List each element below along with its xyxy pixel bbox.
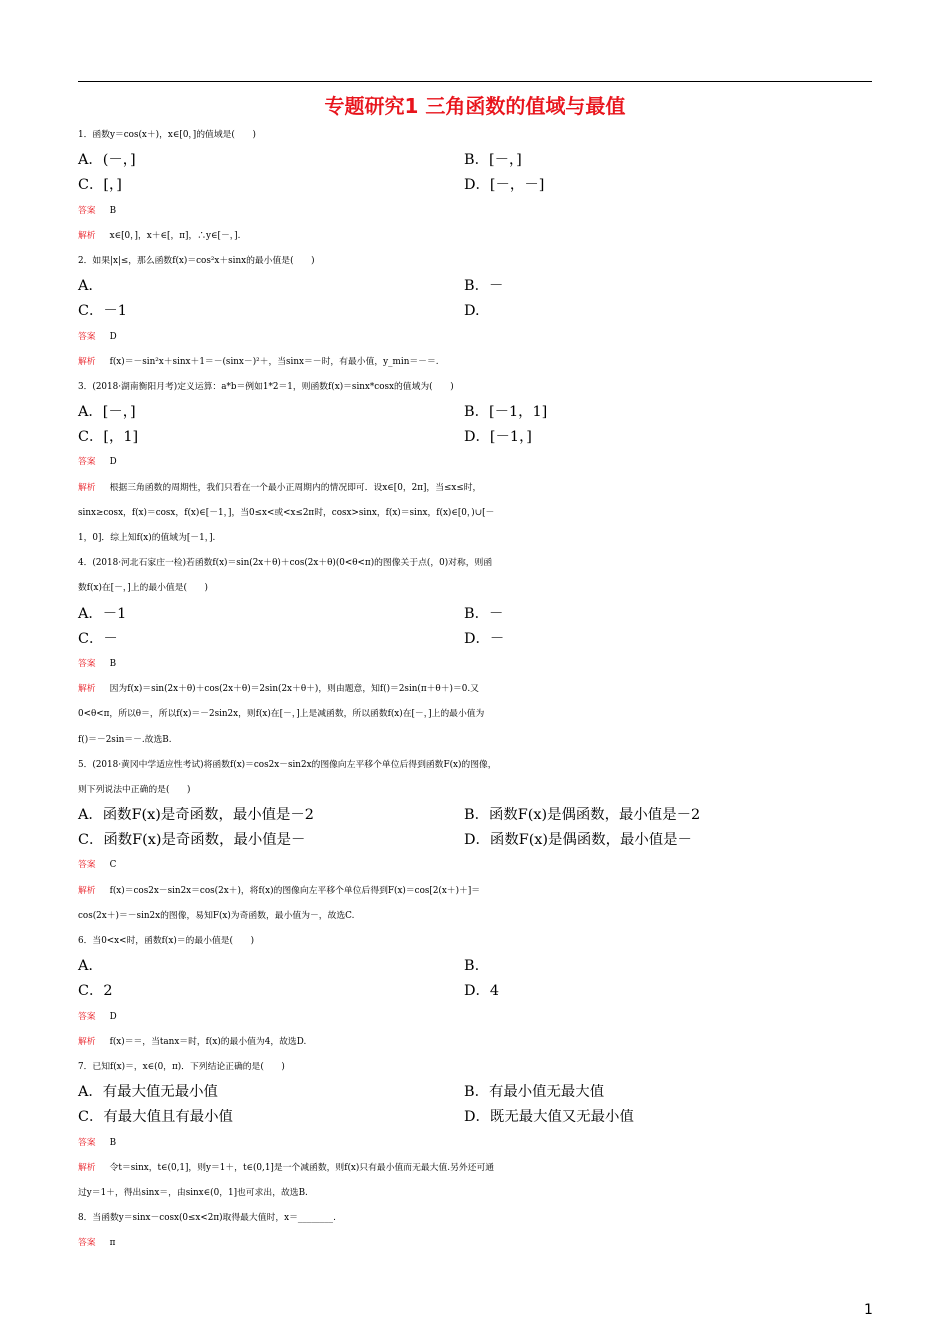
answer-line [78, 1231, 878, 1256]
answer-line [78, 652, 878, 677]
option-right: B．[－1，1] [464, 404, 548, 421]
option-right: D．既无最大值又无最小值 [464, 1109, 634, 1126]
answer-line [78, 450, 878, 475]
option-row [78, 979, 878, 1004]
explanation-label: 解析 [78, 684, 96, 695]
text-line [78, 728, 878, 753]
option-left: C．－1 [78, 303, 127, 320]
text-line [78, 778, 878, 803]
text-line [78, 375, 878, 400]
option-row [78, 173, 878, 198]
explanation-line [78, 1030, 878, 1055]
line-text: f(x)＝＝，当tanx＝时，f(x)的最小值为4，故选D. [109, 1036, 307, 1047]
answer-label: 答案 [78, 860, 96, 871]
explanation-label: 解析 [78, 885, 96, 896]
explanation-line [78, 476, 878, 501]
line-text: 因为f(x)＝sin(2x＋θ)＋cos(2x＋θ)＝2sin(2x＋θ＋)，则由题意，知f()＝2sin(π＋θ＋)＝0.又 [109, 684, 479, 695]
text-line [78, 551, 878, 576]
line-text: f(x)＝－sin²x＋sinx＋1＝－(sinx－)²＋，当sinx＝－时，有最小值，y_min＝－＝. [109, 356, 439, 367]
explanation-line [78, 350, 878, 375]
explanation-label: 解析 [78, 1036, 96, 1047]
option-row [78, 627, 878, 652]
option-row [78, 299, 878, 324]
text-line [78, 249, 878, 274]
option-left: C．函数F(x)是奇函数，最小值是－ [78, 832, 306, 849]
option-row [78, 602, 878, 627]
explanation-line [78, 224, 878, 249]
option-row [78, 1080, 878, 1105]
text-line [78, 753, 878, 778]
line-text: 0<θ<π，所以θ＝，所以f(x)＝－2sin2x，则f(x)在[－，]上是减函数，所以函数f(x)在[－，]上的最小值为 [78, 709, 485, 720]
text-line [78, 904, 878, 929]
text-line [78, 1206, 878, 1231]
option-row [78, 400, 878, 425]
answer-label: 答案 [78, 331, 96, 342]
line-text: 根据三角函数的周期性，我们只看在一个最小正周期内的情况即可．设x∈[0，2π]，当≤x≤时， [109, 482, 482, 493]
option-row [78, 425, 878, 450]
option-left: A．－1 [78, 605, 127, 622]
line-text: 1．函数y＝cos(x＋)，x∈[0，]的值域是( ) [78, 130, 256, 140]
option-right: B．有最小值无最大值 [464, 1084, 605, 1101]
option-row [78, 803, 878, 828]
text-line [78, 576, 878, 601]
option-right: D. [464, 303, 480, 320]
answer-line [78, 199, 878, 224]
line-text: 数f(x)在[－，]上的最小值是( ) [78, 583, 208, 594]
option-right: B. [464, 958, 480, 975]
line-text: f(x)＝cos2x－sin2x＝cos(2x＋)，将f(x)的图像向左平移个单位后得到F(x)＝cos[2(x＋)＋]＝ [109, 885, 481, 896]
option-left: A．[－，] [78, 404, 136, 421]
answer-label: 答案 [78, 1011, 96, 1022]
line-text: 7．已知f(x)＝，x∈(0，π)．下列结论正确的是( ) [78, 1061, 285, 1072]
answer-label: 答案 [78, 1137, 96, 1148]
option-left: C．－ [78, 630, 118, 647]
line-text: 令t＝sinx，t∈(0,1]，则y＝1＋，t∈(0,1]是一个减函数，则f(x)只有最小值而无最大值.另外还可通 [109, 1162, 495, 1173]
option-left: C．[，] [78, 177, 122, 194]
explanation-label: 解析 [78, 1162, 96, 1173]
option-right: D．函数F(x)是偶函数，最小值是－ [464, 832, 692, 849]
text-line [78, 702, 878, 727]
line-text: sinx≥cosx，f(x)＝cosx，f(x)∈[－1，]，当0≤x<或<x≤2π时，cosx>sinx，f(x)＝sinx，f(x)∈[0，)∪[－ [78, 507, 495, 518]
option-right: B．函数F(x)是偶函数，最小值是－2 [464, 807, 701, 824]
line-text: 则下列说法中正确的是( ) [78, 784, 191, 795]
option-row [78, 148, 878, 173]
line-text: f()＝－2sin＝－.故选B. [78, 734, 172, 745]
document-body [78, 123, 878, 1256]
option-row [78, 828, 878, 853]
line-text: 过y＝1＋，得出sinx＝，由sinx∈(0，1]也可求出，故选B. [78, 1187, 308, 1198]
line-text: 1，0]．综上知f(x)的值域为[－1，]. [78, 533, 216, 543]
option-right: D．－ [464, 630, 505, 647]
text-line [78, 123, 878, 148]
option-row [78, 1105, 878, 1130]
explanation-line [78, 879, 878, 904]
option-left: A．函数F(x)是奇函数，最小值是－2 [78, 807, 314, 824]
option-right: B．－ [464, 605, 504, 622]
text-line [78, 929, 878, 954]
text-line [78, 501, 878, 526]
header-rule [78, 81, 872, 82]
page-number: 1 [864, 1302, 873, 1318]
line-text: C [109, 860, 117, 871]
line-text: 5．(2018·黄冈中学适应性考试)将函数f(x)＝cos2x－sin2x的图像向左平移个单位后得到函数F(x)的图像， [78, 759, 497, 770]
line-text: D [109, 331, 117, 342]
option-left: A. [78, 958, 93, 975]
option-left: A．(－，] [78, 152, 136, 169]
option-row [78, 274, 878, 299]
text-line [78, 1055, 878, 1080]
line-text: B [109, 205, 117, 216]
line-text: x∈[0，]，x＋∈[，π]，∴y∈[－，]. [109, 230, 241, 241]
answer-line [78, 853, 878, 878]
line-text: B [109, 658, 117, 669]
option-left: A．有最大值无最小值 [78, 1084, 218, 1101]
line-text: 8．当函数y＝sinx－cosx(0≤x<2π)取得最大值时，x＝________. [78, 1213, 336, 1224]
line-text: 2．如果|x|≤，那么函数f(x)＝cos²x＋sinx的最小值是( ) [78, 255, 315, 266]
option-left: C．有最大值且有最小值 [78, 1109, 233, 1126]
answer-label: 答案 [78, 205, 96, 216]
answer-label: 答案 [78, 658, 96, 669]
answer-line [78, 325, 878, 350]
line-text: 4．(2018·河北石家庄一检)若函数f(x)＝sin(2x＋θ)＋cos(2x＋θ)(0<θ<π)的图像关于点(，0)对称，则函 [78, 558, 493, 569]
option-right: D．4 [464, 983, 500, 1000]
option-right: D．[－1，] [464, 429, 532, 446]
explanation-label: 解析 [78, 230, 96, 241]
page-title: 专题研究1 三角函数的值域与最值 [324, 94, 626, 118]
text-line [78, 1181, 878, 1206]
explanation-label: 解析 [78, 482, 96, 493]
answer-line [78, 1131, 878, 1156]
explanation-line [78, 677, 878, 702]
option-right: B．[－，] [464, 152, 522, 169]
answer-line [78, 1005, 878, 1030]
text-line [78, 526, 878, 551]
line-text: 6．当0<x<时，函数f(x)＝的最小值是( ) [78, 936, 254, 946]
option-right: B．－ [464, 278, 504, 295]
option-left: C．[，1] [78, 429, 139, 446]
explanation-label: 解析 [78, 356, 96, 367]
option-left: A. [78, 278, 93, 295]
explanation-line [78, 1156, 878, 1181]
answer-label: 答案 [78, 457, 96, 468]
line-text: D [109, 1011, 117, 1022]
line-text: D [109, 457, 117, 468]
answer-label: 答案 [78, 1238, 96, 1249]
line-text: B [109, 1137, 117, 1148]
option-row [78, 954, 878, 979]
option-right: D．[－，－] [464, 177, 545, 194]
line-text: cos(2x＋)＝－sin2x的图像，易知F(x)为奇函数，最小值为－，故选C. [78, 910, 355, 921]
option-left: C．2 [78, 983, 113, 1000]
line-text: π [109, 1238, 116, 1249]
line-text: 3．(2018·湖南衡阳月考)定义运算：a*b＝例如1*2＝1，则函数f(x)＝sinx*cosx的值域为( ) [78, 381, 454, 392]
